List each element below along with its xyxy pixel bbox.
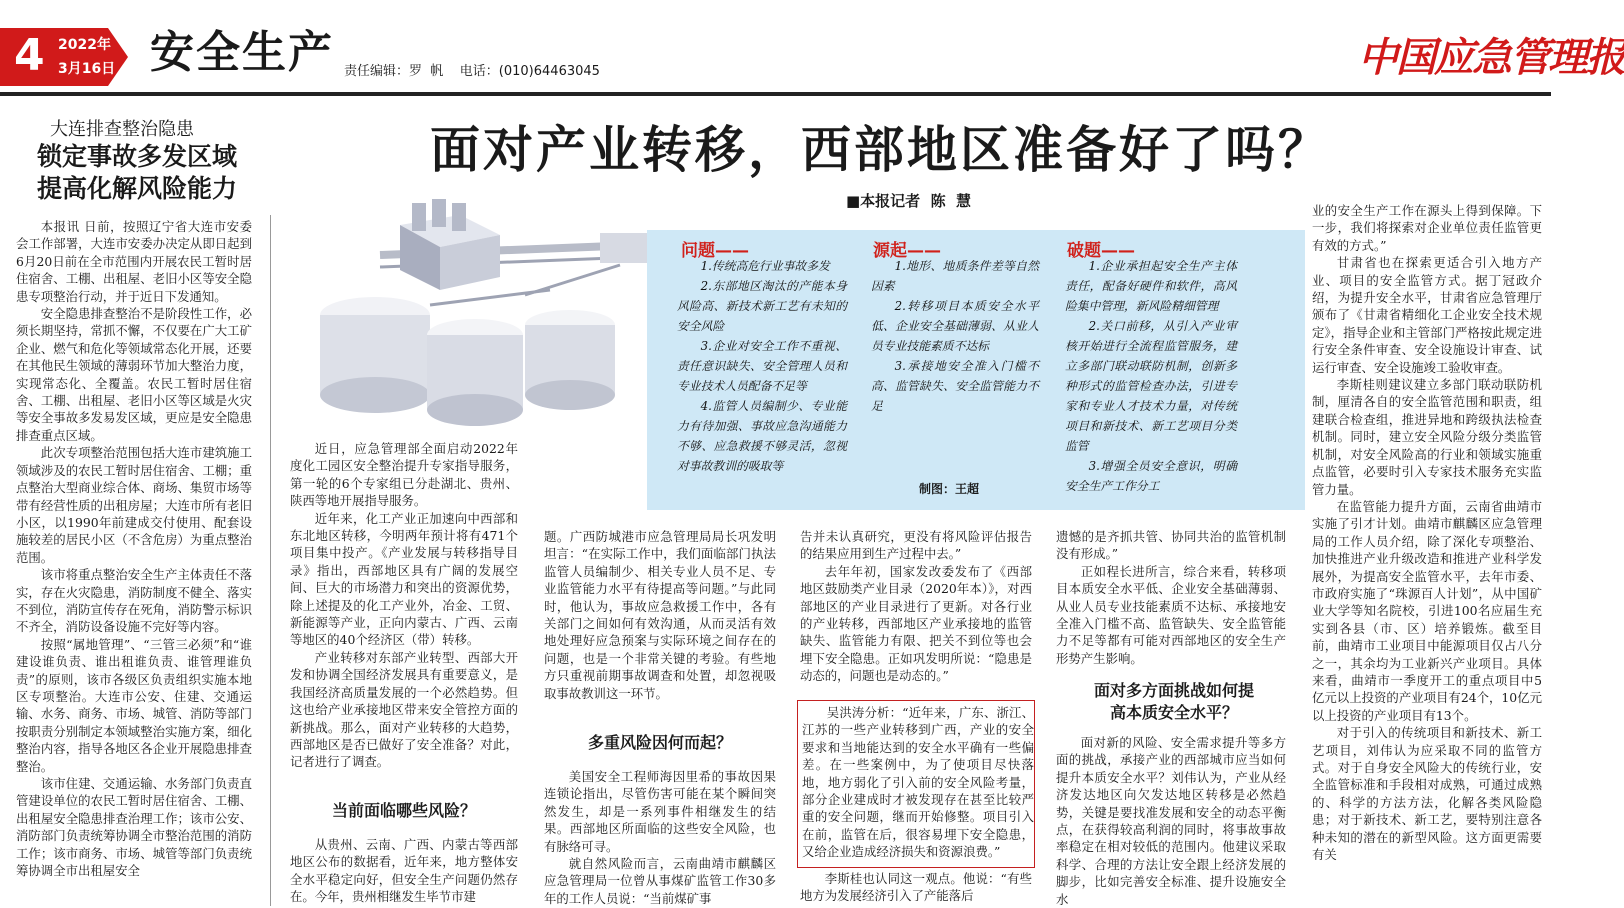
sidebar-kicker: 大连排查整治隐患 xyxy=(50,119,194,140)
paragraph: 本报讯 日前，按照辽宁省大连市安委会工作部署，大连市安委办决定从即日起到6月20日前在全市范围内开展农民工暂时居住宿舍、工棚、出租屋、老旧小区等安全隐患专项整治行动，并于近日下发通知。 xyxy=(16,219,252,304)
subhead-solutions-line2: 高本质安全水平？ xyxy=(1109,703,1238,722)
info-item: 1.传统高危行业事故多发 xyxy=(700,259,830,273)
info-origins-list xyxy=(871,256,1039,416)
paragraph: 安全隐患排查整治不是阶段性工作，必须长期坚持，常抓不懈，不仅要在广大工矿企业、燃气和危化等领域常态化开展，还要在其他民生领域的薄弱环节加大整治力度，实现常态化、全覆盖。农民工暂时居住宿舍、工棚、出租屋、老旧小区等区域是火灾等安全事故多发易发区域，更应是安全隐患排查重点区域。 xyxy=(16,306,252,443)
page-year: 2022年 xyxy=(58,37,111,53)
info-item: 1.企业承担起安全生产主体责任，配备好硬件和软件，高风险集中管理，新风险精细管理 xyxy=(1065,259,1237,313)
article-col-4-cont xyxy=(800,870,1032,906)
subhead-causes: 多重风险因何而起？ xyxy=(587,733,732,752)
info-item: 2.东部地区淘汰的产能本身风险高、新技术新工艺有未知的安全风险 xyxy=(677,279,847,333)
info-item: 3.承接地安全准入门槛不高、监管缺失、安全监管能力不足 xyxy=(871,359,1039,413)
info-item: 3.增强全员安全意识，明确安全生产工作分工 xyxy=(1065,459,1237,493)
article-col-2-cont xyxy=(290,836,518,906)
info-item: 3.企业对安全工作不重视、责任意识缺失、安全管理人员和专业技术人员配备不足等 xyxy=(677,339,847,393)
article-col-5-cont xyxy=(1056,734,1286,906)
subhead-risks: 当前面临哪些风险？ xyxy=(331,801,476,820)
editor-info: 责任编辑：罗 帆 电话：(010)64463045 xyxy=(344,64,600,79)
article-col-5 xyxy=(1056,528,1286,672)
paragraph: 甘肃省也在探索更适合引入地方产业、项目的安全监管方式。据丁冠政介绍，为提升安全水平，甘肃省应急管理厅颁布了《甘肃省精细化工企业安全技术规定》，指导企业和主管部门严格按此规定进行安全条件审查、安全设施设计审查、试运行审查、安全设施竣工验收审查。 xyxy=(1312,255,1542,375)
page-tab xyxy=(0,28,128,86)
article-byline: ■本报记者 陈 慧 xyxy=(846,192,972,210)
paragraph: 按照“属地管理”、“三管三必须”和“谁建设谁负责、谁出租谁负责、谁管理谁负责”的原则，该市各级区负责组织实施本地区专项整治。大连市公安、住建、交通运输、水务、商务、市场、城管、消防等部门按职责分别制定本领域整治实施方案，细化整治内容，指导各地区各企业开展隐患排查整治。 xyxy=(16,636,252,774)
highlighted-quote xyxy=(802,704,1034,866)
paragraph: 题。广西防城港市应急管理局局长巩发明坦言：“在实际工作中，我们面临部门执法监管人员编制少、相关专业人员不足、专业监管能力水平有待提高等问题。”与此同时，他认为，事故应急救援工作中，各有关部门之间如何有效沟通，从而灵活有效地处理好应急预案与实际环境之间存在的问题，也是一个非常关键的考验。有些地方只重视前期事故调查和处置，却忽视吸取事故教训这一环节。 xyxy=(544,529,776,701)
paragraph: 美国安全工程师海因里希的事故因果连锁论指出，尽管伤害可能在某个瞬间突然发生，却是一系列事件相继发生的结果。西部地区所面临的这些安全风险，也有脉络可寻。 xyxy=(544,769,776,854)
sidebar-body xyxy=(16,218,252,906)
article-col-6 xyxy=(1312,202,1542,906)
article-col-4 xyxy=(800,528,1032,700)
section-title: 安全生产 xyxy=(150,27,334,78)
paragraph: 该市将重点整治安全生产主体责任不落实，存在火灾隐患，消防制度不健全、落实不到位，消防宣传存在死角，消防警示标识不齐全，消防设备设施不完好等内容。 xyxy=(16,567,252,635)
subhead-solutions-line1: 面对多方面挑战如何提 xyxy=(1093,681,1254,700)
paragraph: 在监管能力提升方面，云南省曲靖市实施了引才计划。曲靖市麒麟区应急管理局的工作人员介绍，除了深化专项整治、加快推进产业升级改造和推进产业科学发展外，为提高安全监管水平，去年市委、市政府实施了“珠源百人计划”，从中国矿业大学等知名院校，引进100名应届生充实到各县（市、区）培养锻炼。截至目前，曲靖市工业项目中能源项目仅占八分之一，其余均为工业新兴产业项目。具体来看，曲靖市一季度开工的重点项目中5亿元以上投资的产业项目有24个，10亿元以上投资的产业项目有13个。 xyxy=(1312,498,1542,723)
paragraph: 就自然风险而言，云南曲靖市麒麟区应急管理局一位曾从事煤矿监管工作30多年的工作人员说：“当前煤矿事 xyxy=(544,856,776,906)
info-problems-list xyxy=(677,256,847,476)
info-item: 2.关口前移，从引入产业审核开始进行全流程监管服务，建立多部门联动联防机制，创新多种形式的监管检查办法，引进专家和专业人才技术力量，对传统项目和新技术、新工艺项目分类监管 xyxy=(1065,319,1237,453)
paragraph: 遗憾的是齐抓共管、协同共治的监管机制没有形成。” xyxy=(1056,529,1286,562)
paragraph: 该市住建、交通运输、水务部门负责直管建设单位的农民工暂时居住宿舍、工棚、出租屋安全隐患排查治理工作；该市公安、消防部门负责统筹协调全市整治范围的消防工作；该市商务、市场、城管等部门负责统筹协调全市出租屋安全 xyxy=(16,776,252,879)
info-title-problems: 问题—— xyxy=(681,241,749,261)
paragraph: 近年来，化工产业正加速向中西部和东北地区转移，今明两年预计将有471个项目集中投产。《产业发展与转移指导目录》指出，西部地区具有广阔的发展空间、巨大的市场潜力和突出的资源优势，除上述提及的化工产业外，冶金、工贸、新能源等产业，正向内蒙古、广西、云南等地区的40个经济区（带）转移。 xyxy=(290,510,518,648)
info-title-solutions: 破题—— xyxy=(1067,241,1135,261)
paragraph: 业的安全生产工作在源头上得到保障。下一步，我们将探索对企业单位责任监管更有效的方式。” xyxy=(1312,203,1542,253)
sidebar-headline xyxy=(22,141,252,205)
paragraph: 面对新的风险、安全需求提升等多方面的挑战，承接产业的西部城市应当如何提升本质安全水平？刘伟认为，产业从经济发达地区向欠发达地区转移是必然趋势，关键是要找准发展和安全的动态平衡点，在获得较高利润的同时，将事故事故率稳定在相对较低的范围内。他建议采取科学、合理的方法让安全跟上经济发展的脚步，比如完善安全标准、提升设施安全水 xyxy=(1056,735,1286,907)
paragraph: 正如程长进所言，综合来看，转移项目本质安全水平低、企业安全基础薄弱、从业人员专业技能素质不达标、承接地安全准入门槛不高、监管缺失、安全监管能力不足等都有可能对西部地区的安全生产形势产生影响。 xyxy=(1056,563,1286,666)
industrial-tanks-illustration xyxy=(300,195,650,435)
paragraph: 告并未认真研究，更没有将风险评估报告的结果应用到生产过程中去。” xyxy=(800,529,1032,562)
subhead-solutions xyxy=(1056,680,1292,724)
info-item: 1.地形、地质条件差等自然因素 xyxy=(871,259,1039,293)
sidebar-headline-line2: 提高化解风险能力 xyxy=(36,174,237,203)
paragraph: 产业转移对东部产业转型、西部大开发和协调全国经济发展具有重要意义，是我国经济高质量发展的一个必然趋势。但这也给产业承接地区带来安全管控方面的新挑战。那么，面对产业转移的大趋势，西部地区是否已做好了安全准备？对此，记者进行了调查。 xyxy=(290,649,518,770)
info-graphic-box xyxy=(647,230,1305,510)
paragraph: 此次专项整治范围包括大连市建筑施工领域涉及的农民工暂时居住宿舍、工棚；重点整治大型商业综合体、商场、集贸市场等带有经营性质的出租房屋；大连市所有老旧小区，以1990年前建成交付使用、配套设施较差的居民小区（不含危房）为重点整治范围。 xyxy=(16,445,252,565)
column-rule xyxy=(270,215,271,906)
paragraph: 对于引入的传统项目和新技术、新工艺项目，刘伟认为应采取不同的监管方式。对于自身安全风险大的传统行业，安全监管标准和手段相对成熟，可通过成熟的、科学的方法方法，化解各类风险隐患；对于新技术、新工艺，要特别注意各种未知的潜在的新型风险。这方面更需要有关 xyxy=(1312,725,1542,863)
page-date: 3月16日 xyxy=(58,61,116,77)
paragraph: 从贵州、云南、广西、内蒙古等西部地区公布的数据看，近年来，地方整体安全水平稳定向好，但安全生产问题仍然存在。今年，贵州相继发生毕节市建 xyxy=(290,837,518,905)
info-item: 4.监管人员编制少、专业能力有待加强、事故应急沟通能力不够、应急救援不够灵活，忽视对事故教训的吸取等 xyxy=(677,399,847,473)
article-col-3-cont xyxy=(544,768,776,906)
masthead-rule xyxy=(0,92,1551,96)
info-item: 2.转移项目本质安全水平低、企业安全基础薄弱、从业人员专业技能素质不达标 xyxy=(871,299,1039,353)
paragraph: 去年年初，国家发改委发布了《西部地区鼓励类产业目录（2020年本）》，对西部地区的产业目录进行了更新。对各行业的产业转移，西部地区产业承接地的监管缺失、监管能力有限、把关不到位等也会埋下安全隐患。正如巩发明所说：“隐患是动态的，问题也是动态的。” xyxy=(800,563,1032,684)
paragraph: 李斯桂则建议建立多部门联动联防机制，厘清各自的安全监管范围和职责，组建联合检查组，推进异地和跨级执法检查机制。同时，建立安全风险分级分类监管机制，对安全风险高的行业和领域实施重点监管，必要时引入专家技术服务充实监管力量。 xyxy=(1312,377,1542,497)
graphic-credit: 制图：王超 xyxy=(919,482,980,496)
page-number: 4 xyxy=(14,30,45,81)
info-title-origins: 源起—— xyxy=(873,241,941,261)
info-solutions-list xyxy=(1065,256,1237,496)
paragraph: 吴洪涛分析：“近年来，广东、浙江、江苏的一些产业转移到广西，产业的安全要求和当地能达到的安全水平确有一些偏差。在一些案例中，为了使项目尽快落地，地方弱化了引入前的安全风险考量，部分企业建成时才被发现存在甚至比较严重的安全问题，继而开始修整。项目引入在前，监管在后，很容易埋下安全隐患，又给企业造成经济损失和资源浪费。” xyxy=(802,705,1034,860)
newspaper-logo: 中国应急管理报 xyxy=(1358,34,1624,81)
paragraph: 近日，应急管理部全面启动2022年度化工园区安全整治提升专家指导服务，第一轮的6个专家组已分赴湖北、贵州、陕西等地开展指导服务。 xyxy=(290,441,518,509)
article-col-3 xyxy=(544,528,776,718)
sidebar-headline-line1: 锁定事故多发区域 xyxy=(36,142,237,171)
paragraph: 李斯桂也认同这一观点。他说：“有些地方为发展经济引入了产能落后 xyxy=(800,871,1032,904)
article-headline: 面对产业转移，西部地区准备好了吗？ xyxy=(430,121,1331,179)
